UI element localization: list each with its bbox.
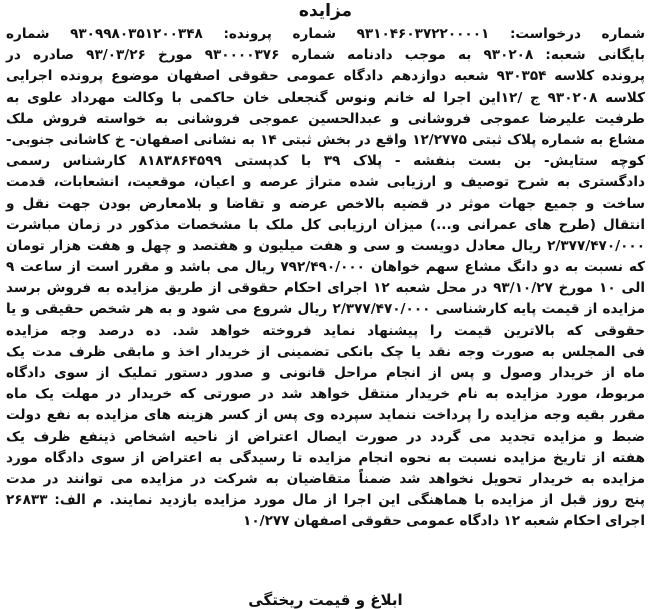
notice-line: شماره درخواست: ۹۳۱۰۴۶۰۳۷۲۲۰۰۰۰۱ شماره پرونده: ۹۳۰۹۹۸۰۳۵۱۲۰۰۳۴۸ شماره xyxy=(6,26,645,42)
notice-line: حقوقی که بالاترین قیمت را پیشنهاد نماید فروخته خواهد شد. ده درصد وجه مزایده xyxy=(6,322,645,339)
notice-line: مربوط، مورد مزایده به نام خریدار منتقل خواهد شد در صورتی که خریدار در مهلت یک ماه xyxy=(6,386,645,403)
notice-line: فی المجلس به صورت وجه نقد یا چک بانکی تضمینی از خریدار اخذ و مابقی ظرف مدت یک xyxy=(6,343,645,360)
notice-line: الی ۱۰ مورخ ۹۳/۱۰/۲۷ در محل شعبه ۱۲ اجرای احکام حقوقی از طریق مزایده به فروش برسد xyxy=(6,280,646,297)
notice-line: پرونده کلاسه ۹۳۰۳۵۴ شعبه دوازدهم دادگاه عمومی حقوقی اصفهان موضوع پرونده اجرایی xyxy=(6,68,645,85)
notice-line: هفته از تاریخ مزایده نسبت به نحوه انجام مزایده تا رسیدگی به اعتراض از سوی دادگاه مورد xyxy=(6,449,645,466)
notice-line: ساخت و جمیع جهات موثر در قضیه بالاخص عرضه و تقاضا و بلامعارض بودن جهت نقل و xyxy=(6,195,645,212)
notice-line: ضبط و مزایده تجدید می گردد در صورت ایصال اعتراض از ناحیه اشخاص ذینفع ظرف یک xyxy=(6,428,645,445)
notice-line: کلاسه ۹۳۰۲۰۸ ج /۱۲این اجرا له خانم ونوس گنجعلی خان حاکمی با وکالت مهرداد علوی به xyxy=(6,89,645,106)
notice-line: طرفیت علیرضا عموجی فروشانی و عبدالحسین عموجی فروشانی به خواسته فروش ملک xyxy=(6,110,645,127)
notice-line: بایگانی شعبه: ۹۳۰۲۰۸ به موجب دادنامه شماره ۹۳۰۰۰۰۳۷۶ مورخ ۹۳/۰۳/۲۶ صادره در xyxy=(6,47,645,64)
notice-signature-line: اجرای احکام شعبه ۱۲ دادگاه عمومی حقوقی اصفهان ۱۰/۲۷۷ xyxy=(243,513,645,530)
notice-line: که نسبت به دو دانگ مشاع سهم خواهان ۷۹۲/۴۹۰/۰۰۰ ریال می باشد و مقرر است از ساعت ۹ xyxy=(6,259,645,276)
notice-line: پنج روز قبل از مزایده با هماهنگی این اجرا از مال مورد مزایده بازدید نمایند. م الف: ۲۶۸۳۳ xyxy=(6,492,645,509)
notice-line: مقرر بقیه وجه مزایده را پرداخت ننماید سپرده وی پس از کسر هزینه های مزایده به نفع دولت xyxy=(6,407,645,424)
notice-line: مزایده به خریدار تحویل نخواهد شد ضمناً متقاضیان به شرکت در مزایده می توانند در مدت xyxy=(6,470,645,487)
notice-line: دادگستری به شرح توصیف و ارزیابی شده متراژ عرصه و اعیان، موقعیت، انشعابات، قدمت xyxy=(6,174,645,191)
notice-line: ۲/۳۷۷/۴۷۰/۰۰۰ ریال معادل دویست و سی و هفت میلیون و هفتصد و چهل و هفت هزار تومان xyxy=(6,237,645,254)
cut-off-next-heading: ابلاغ و قیمت ریختگی xyxy=(248,591,403,609)
auction-notice-body xyxy=(6,24,645,533)
notice-line: انتقال (طرح های عمرانی و...) میزان ارزیابی کل ملک با مشخصات مذکور در زمان مباشرت xyxy=(6,216,645,233)
notice-line: ماه از خریدار وصول و پس از انجام مراحل قانونی و صدور دستور تملیک از سوی دادگاه xyxy=(6,365,645,381)
page-title: مزایده xyxy=(298,1,353,21)
notice-line: مزایده از قیمت پایه کارشناسی ۲/۳۷۷/۴۷۰/۰۰۰ ریال شروع می شود و به هر شخص حقیقی و یا xyxy=(6,301,645,318)
notice-line: کوچه ستایش- بن بست بنفشه - پلاک ۳۹ با کدپستی ۸۱۸۳۸۶۴۵۹۹ کارشناس رسمی xyxy=(6,153,646,170)
notice-line: مشاع به شماره پلاک ثبتی ۱۲/۲۷۷۵ واقع در بخش ثبتی ۱۴ به نشانی اصفهان- خ کاشانی جنوبی- xyxy=(6,131,645,148)
